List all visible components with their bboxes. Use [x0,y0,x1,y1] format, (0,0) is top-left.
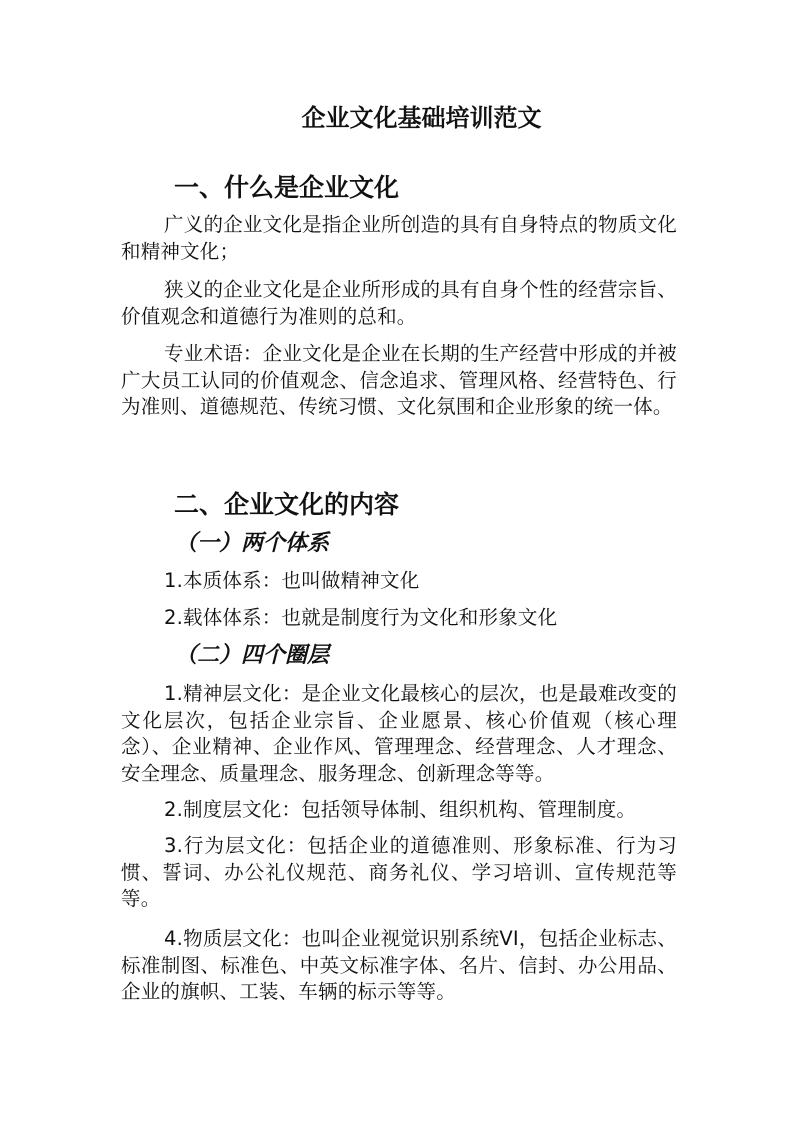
subsection-2-item-3: 3.行为层文化：包括企业的道德准则、形象标准、行为习惯、誓词、办公礼仪规范、商务礼仪、学习培训、宣传规范等等。 [121,834,677,910]
section-1-paragraph-2: 狭义的企业文化是企业所形成的具有自身个性的经营宗旨、价值观念和道德行为准则的总和。 [121,278,677,328]
subsection-1-heading: （一）两个体系 [175,530,330,556]
subsection-1-item-1: 1.本质体系：也叫做精神文化 [164,569,420,592]
section-1-paragraph-1: 广义的企业文化是指企业所创造的具有自身特点的物质文化和精神文化； [121,213,677,263]
subsection-1-item-2: 2.载体体系：也就是制度行为文化和形象文化 [164,606,558,629]
subsection-2-item-4: 4.物质层文化：也叫企业视觉识别系统VI，包括企业标志、标准制图、标准色、中英文标准字体、名片、信封、办公用品、企业的旗帜、工装、车辆的标示等等。 [121,927,677,1003]
subsection-2-heading: （二）四个圈层 [175,642,330,668]
subsection-2-item-2: 2.制度层文化：包括领导体制、组织机构、管理制度。 [164,798,637,821]
document-title: 企业文化基础培训范文 [301,103,542,132]
section-1-paragraph-3: 专业术语：企业文化是企业在长期的生产经营中形成的并被广大员工认同的价值观念、信念追求、管理风格、经营特色、行为准则、道德规范、传统习惯、文化氛围和企业形象的统一体。 [121,342,677,418]
subsection-2-item-1: 1.精神层文化：是企业文化最核心的层次，也是最难改变的文化层次，包括企业宗旨、企业愿景、核心价值观（核心理念）、企业精神、企业作风、管理理念、经营理念、人才理念、安全理念、质量理念、服务理念、创新理念等等。 [121,682,677,785]
section-1-heading: 一、什么是企业文化 [174,173,400,202]
section-2-heading: 二、企业文化的内容 [174,490,400,519]
